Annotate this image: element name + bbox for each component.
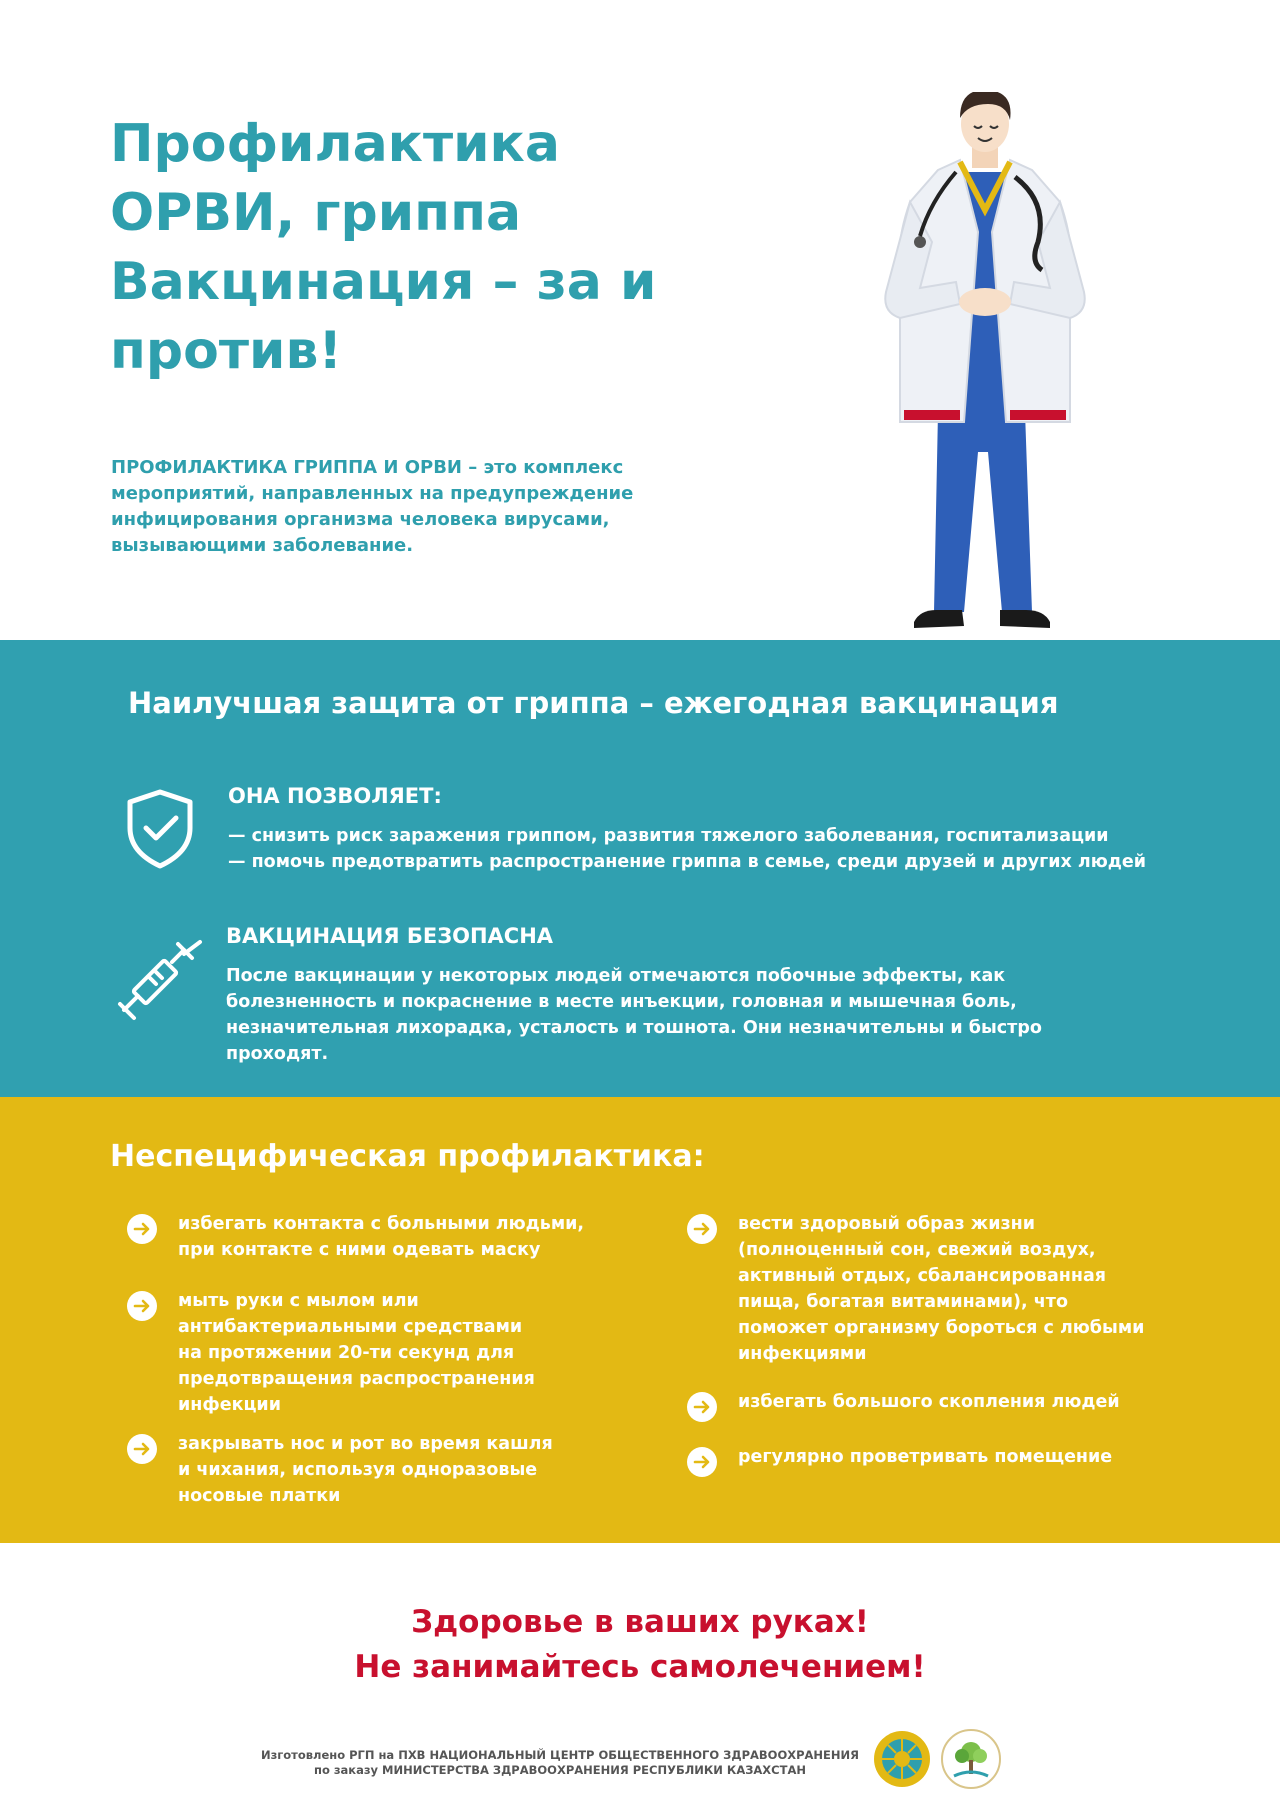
footer-line: по заказу МИНИСТЕРСТВА ЗДРАВООХРАНЕНИЯ РЕСПУБЛИКИ КАЗАХСТАН bbox=[314, 1763, 806, 1777]
shield-check-icon bbox=[124, 788, 196, 870]
text-line: поможет организму бороться с любыми bbox=[738, 1318, 1145, 1338]
arrow-right-icon bbox=[686, 1213, 718, 1245]
allows-item: — снизить риск заражения гриппом, развития тяжелого заболевания, госпитализации bbox=[228, 826, 1109, 846]
title-line: Профилактика bbox=[110, 114, 560, 174]
allows-item: — помочь предотвратить распространение гриппа в семье, среди друзей и других людей bbox=[228, 852, 1147, 872]
list-item bbox=[126, 1288, 535, 1418]
text-line: закрывать нос и рот во время кашля bbox=[178, 1434, 553, 1454]
text-line: при контакте с ними одевать маску bbox=[178, 1240, 541, 1260]
text-line: предотвращения распространения bbox=[178, 1369, 535, 1389]
title-line: Вакцинация – за и bbox=[110, 252, 657, 312]
arrow-right-icon bbox=[686, 1391, 718, 1423]
title-line: ОРВИ, гриппа bbox=[110, 183, 522, 243]
title-line: против! bbox=[110, 321, 343, 381]
text-line: вести здоровый образ жизни bbox=[738, 1214, 1035, 1234]
text-line: избегать контакта с больными людьми, bbox=[178, 1214, 585, 1234]
arrow-right-icon bbox=[126, 1213, 158, 1245]
safe-text: После вакцинации у некоторых людей отмечаются побочные эффекты, как болезненность и покраснение в месте инъекции, головная и мышечная боль, незначительная лихорадка, усталость и тошнота. Они незначительны и быстро проходят. bbox=[226, 966, 1042, 1064]
text-line: избегать большого скопления людей bbox=[738, 1392, 1120, 1412]
slogan-line: Не занимайтесь самолечением! bbox=[354, 1649, 926, 1685]
nonspecific-heading: Неспецифическая профилактика: bbox=[110, 1139, 705, 1174]
text-line: (полноценный сон, свежий воздух, bbox=[738, 1240, 1096, 1260]
intro-text: ПРОФИЛАКТИКА ГРИППА И ОРВИ – это комплекс мероприятий, направленных на предупреждение инфицирования организма человека вирусами, вызывающими заболевание. bbox=[111, 457, 634, 556]
vaccination-heading: Наилучшая защита от гриппа – ежегодная вакцинация bbox=[128, 686, 1059, 720]
list-item-text bbox=[738, 1389, 1120, 1415]
kazakhstan-emblem-logo bbox=[872, 1728, 932, 1790]
text-line: мыть руки с мылом или bbox=[178, 1291, 419, 1311]
list-item bbox=[126, 1211, 584, 1263]
poster-title bbox=[110, 110, 750, 386]
list-item-text bbox=[738, 1444, 1112, 1470]
syringe-icon bbox=[116, 938, 206, 1028]
slogan bbox=[0, 1600, 1280, 1690]
vaccination-section bbox=[0, 640, 1280, 1097]
text-line: инфекции bbox=[178, 1395, 281, 1415]
list-item-text bbox=[178, 1288, 535, 1418]
list-item bbox=[686, 1444, 1112, 1478]
text-line: активный отдых, сбалансированная bbox=[738, 1266, 1107, 1286]
list-item-text bbox=[738, 1211, 1144, 1367]
nonspecific-section bbox=[0, 1097, 1280, 1543]
text-line: пища, богатая витаминами), что bbox=[738, 1292, 1068, 1312]
allows-heading: ОНА ПОЗВОЛЯЕТ: bbox=[228, 784, 442, 808]
list-item bbox=[686, 1211, 1144, 1367]
text-line: регулярно проветривать помещение bbox=[738, 1447, 1113, 1467]
text-line: и чихания, используя одноразовые bbox=[178, 1460, 538, 1480]
text-line: антибактериальными средствами bbox=[178, 1317, 523, 1337]
list-item bbox=[126, 1431, 553, 1509]
health-center-logo bbox=[940, 1728, 1002, 1790]
list-item-text bbox=[178, 1211, 584, 1263]
list-item-text bbox=[178, 1431, 553, 1509]
doctor-illustration bbox=[860, 92, 1110, 644]
text-line: на протяжении 20-ти секунд для bbox=[178, 1343, 515, 1363]
arrow-right-icon bbox=[126, 1433, 158, 1465]
text-line: инфекциями bbox=[738, 1344, 867, 1364]
text-line: носовые платки bbox=[178, 1486, 341, 1506]
footer-line: Изготовлено РГП на ПХВ НАЦИОНАЛЬНЫЙ ЦЕНТР ОБЩЕСТВЕННОГО ЗДРАВООХРАНЕНИЯ bbox=[260, 1748, 860, 1762]
list-item bbox=[686, 1389, 1120, 1423]
footer-credit bbox=[250, 1748, 870, 1778]
slogan-line: Здоровье в ваших руках! bbox=[411, 1604, 869, 1640]
arrow-right-icon bbox=[126, 1290, 158, 1322]
arrow-right-icon bbox=[686, 1446, 718, 1478]
safe-heading: ВАКЦИНАЦИЯ БЕЗОПАСНА bbox=[226, 924, 554, 948]
